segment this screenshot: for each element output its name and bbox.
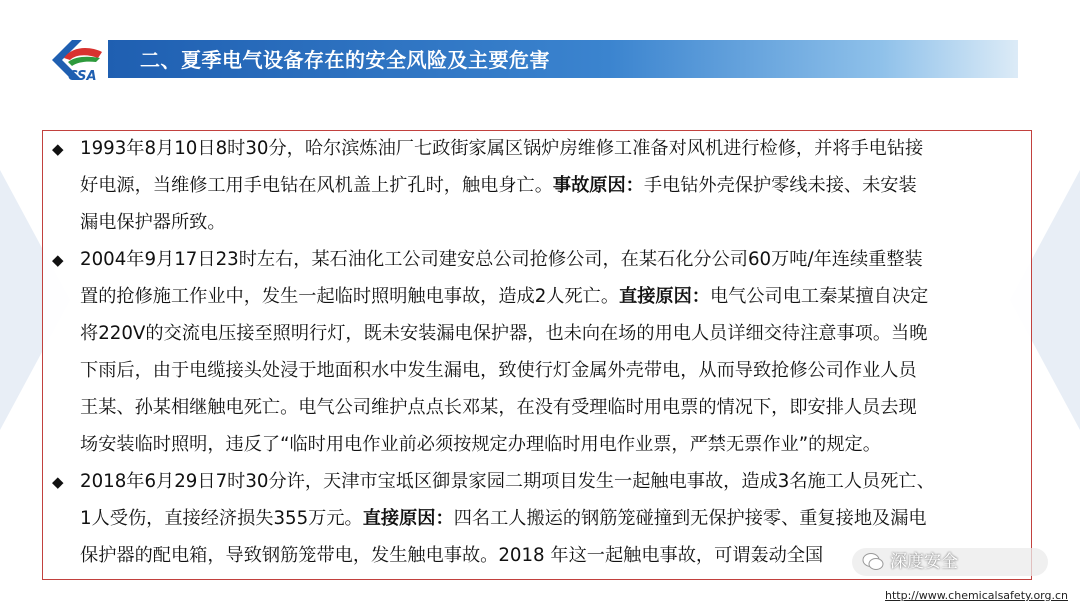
paragraph-line: 保护器的配电箱，导致钢筋笼带电，发生触电事故。2018 年这一起触电事故，可谓轰动全国 <box>80 545 824 566</box>
diamond-bullet-icon: ◆ <box>52 473 64 491</box>
paragraph-line: 场安装临时照明，违反了“临时用电作业前必须按规定办理临时用电作业票，严禁无票作业”的规定。 <box>80 434 881 455</box>
watermark-text: 深度安全 <box>890 552 958 572</box>
paragraph-line: ◆ 1993年8月10日8时30分，哈尔滨炼油厂七政街家属区锅炉房维修工准备对风机进行检修，并将手电钻接 <box>52 130 1020 167</box>
paragraph-line: 好电源，当维修工用手电钻在风机盖上扩孔时，触电身亡。事故原因：手电钻外壳保护零线未接、未安装 <box>80 175 917 196</box>
csa-logo <box>42 36 106 84</box>
paragraph-line: ◆ 2004年9月17日23时左右，某石油化工公司建安总公司抢修公司，在某石化分公司60万吨/年连续重整装 <box>52 241 1020 278</box>
watermark-badge <box>852 548 1048 576</box>
cause-label: 直接原因： <box>362 508 454 529</box>
cause-label: 直接原因： <box>619 286 710 307</box>
paragraph-line: 将220V的交流电压接至照明行灯，既未安装漏电保护器，也未向在场的用电人员详细交待注意事项。当晚 <box>80 323 928 344</box>
cause-label: 事故原因： <box>552 175 644 196</box>
paragraph-line: 1人受伤，直接经济损失355万元。直接原因：四名工人搬运的钢筋笼碰撞到无保护接零、重复接地及漏电 <box>80 508 927 529</box>
paragraph-line: 漏电保护器所致。 <box>80 212 226 233</box>
paragraph-line: ◆ 2018年6月29日7时30分许，天津市宝坻区御景家园二期项目发生一起触电事故，造成3名施工人员死亡、 <box>52 463 1020 500</box>
paragraph-2004 <box>52 241 1020 463</box>
paragraph-line: 置的抢修施工作业中，发生一起临时照明触电事故，造成2人死亡。直接原因：电气公司电工秦某擅自决定 <box>80 286 929 307</box>
svg-text:CSA: CSA <box>68 69 97 84</box>
paragraph-line: 下雨后，由于电缆接头处浸于地面积水中发生漏电，致使行灯金属外壳带电，从而导致抢修公司作业人员 <box>80 360 917 381</box>
paragraph-1993 <box>52 130 1020 241</box>
diamond-bullet-icon: ◆ <box>52 140 64 158</box>
paragraph-line: 王某、孙某相继触电死亡。电气公司维护点点长邓某，在没有受理临时用电票的情况下，即安排人员去现 <box>80 397 917 418</box>
diamond-bullet-icon: ◆ <box>52 251 64 269</box>
page-title: 二、夏季电气设备存在的安全风险及主要危害 <box>140 48 550 72</box>
wechat-icon <box>862 551 884 573</box>
footer-url-link[interactable]: http://www.chemicalsafety.org.cn <box>885 589 1068 602</box>
